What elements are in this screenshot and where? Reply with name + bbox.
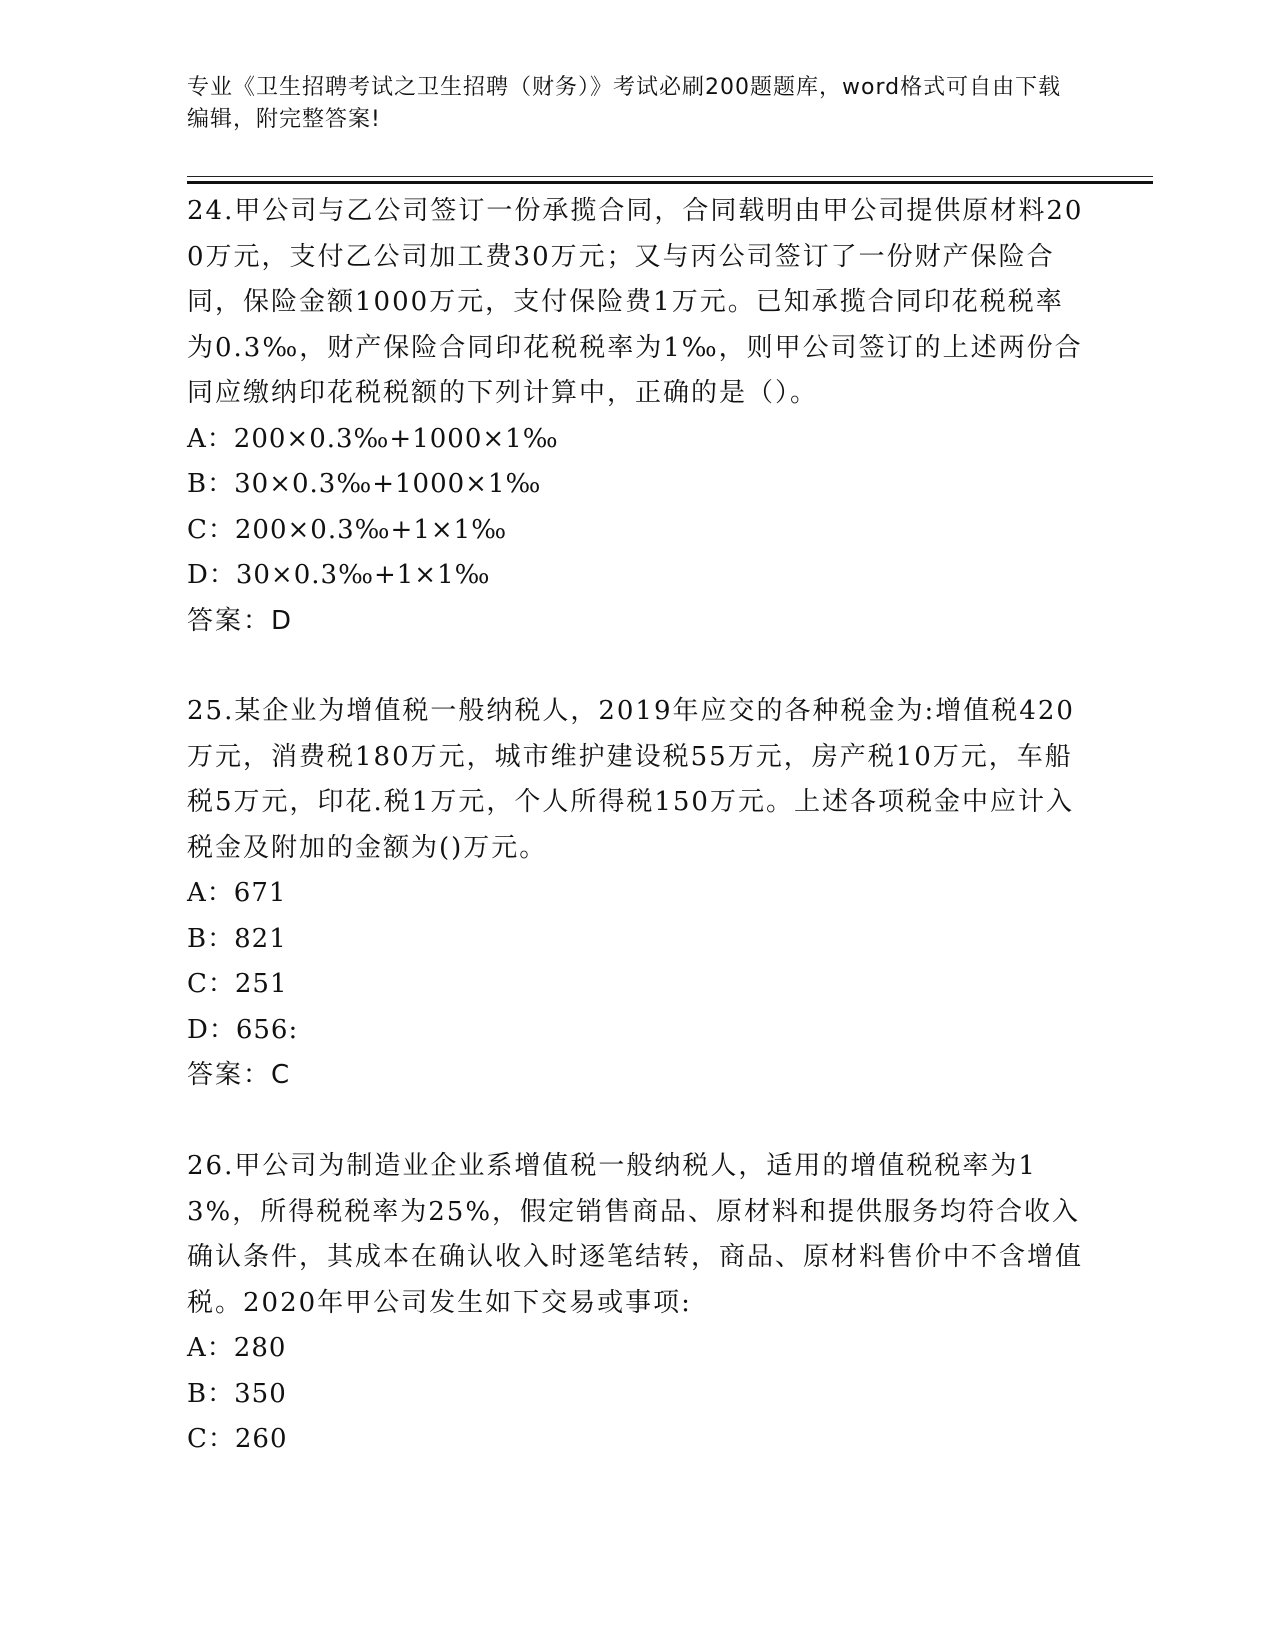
answer-line: 答案：D [187, 605, 294, 636]
option-c: C：251 [187, 969, 288, 999]
document-header-title: 专业《卫生招聘考试之卫生招聘（财务）》考试必刷200题题库，word格式可自由下载编辑，附完整答案! [187, 75, 1062, 132]
option-c: C：200×0.3‰+1×1‰ [187, 514, 508, 545]
question-26 [187, 1144, 1087, 1463]
option-c: C：260 [187, 1424, 288, 1454]
question-25 [187, 689, 1087, 1099]
option-b: B：30×0.3‰+1000×1‰ [187, 469, 542, 499]
question-24 [187, 189, 1087, 644]
option-a: A：200×0.3‰+1000×1‰ [187, 423, 559, 454]
question-stem: 26.甲公司为制造业企业系增值税一般纳税人，适用的增值税税率为13%，所得税税率为25%，假定销售商品、原材料和提供服务均符合收入确认条件，其成本在确认收入时逐笔结转，商品、原材料售价中不含增值税。2020年甲公司发生如下交易或事项: [187, 1151, 1084, 1318]
option-a: A：280 [187, 1333, 287, 1363]
option-d: D：656: [187, 1014, 299, 1045]
question-stem: 24.甲公司与乙公司签订一份承揽合同，合同载明由甲公司提供原材料200万元，支付乙公司加工费30万元；又与丙公司签订了一份财产保险合同，保险金额1000万元，支付保险费1万元。已知承揽合同印花税税率为0.3‰，财产保险合同印花税税率为1‰，则甲公司签订的上述两份合同应缴纳印花税税额的下列计算中，正确的是（）。 [187, 196, 1084, 408]
option-d: D：30×0.3‰+1×1‰ [187, 560, 491, 590]
question-stem: 25.某企业为增值税一般纳税人，2019年应交的各种税金为:增值税420万元，消费税180万元，城市维护建设税55万元，房产税10万元，车船税5万元，印花.税1万元，个人所得税150万元。上述各项税金中应计入税金及附加的金额为()万元。 [187, 696, 1075, 863]
option-a: A：671 [187, 878, 287, 908]
header-divider-thick [187, 181, 1153, 184]
answer-line: 答案：C [187, 1060, 292, 1090]
header-divider-thin [187, 176, 1153, 177]
option-b: B：821 [187, 923, 287, 954]
option-b: B：350 [187, 1378, 287, 1409]
